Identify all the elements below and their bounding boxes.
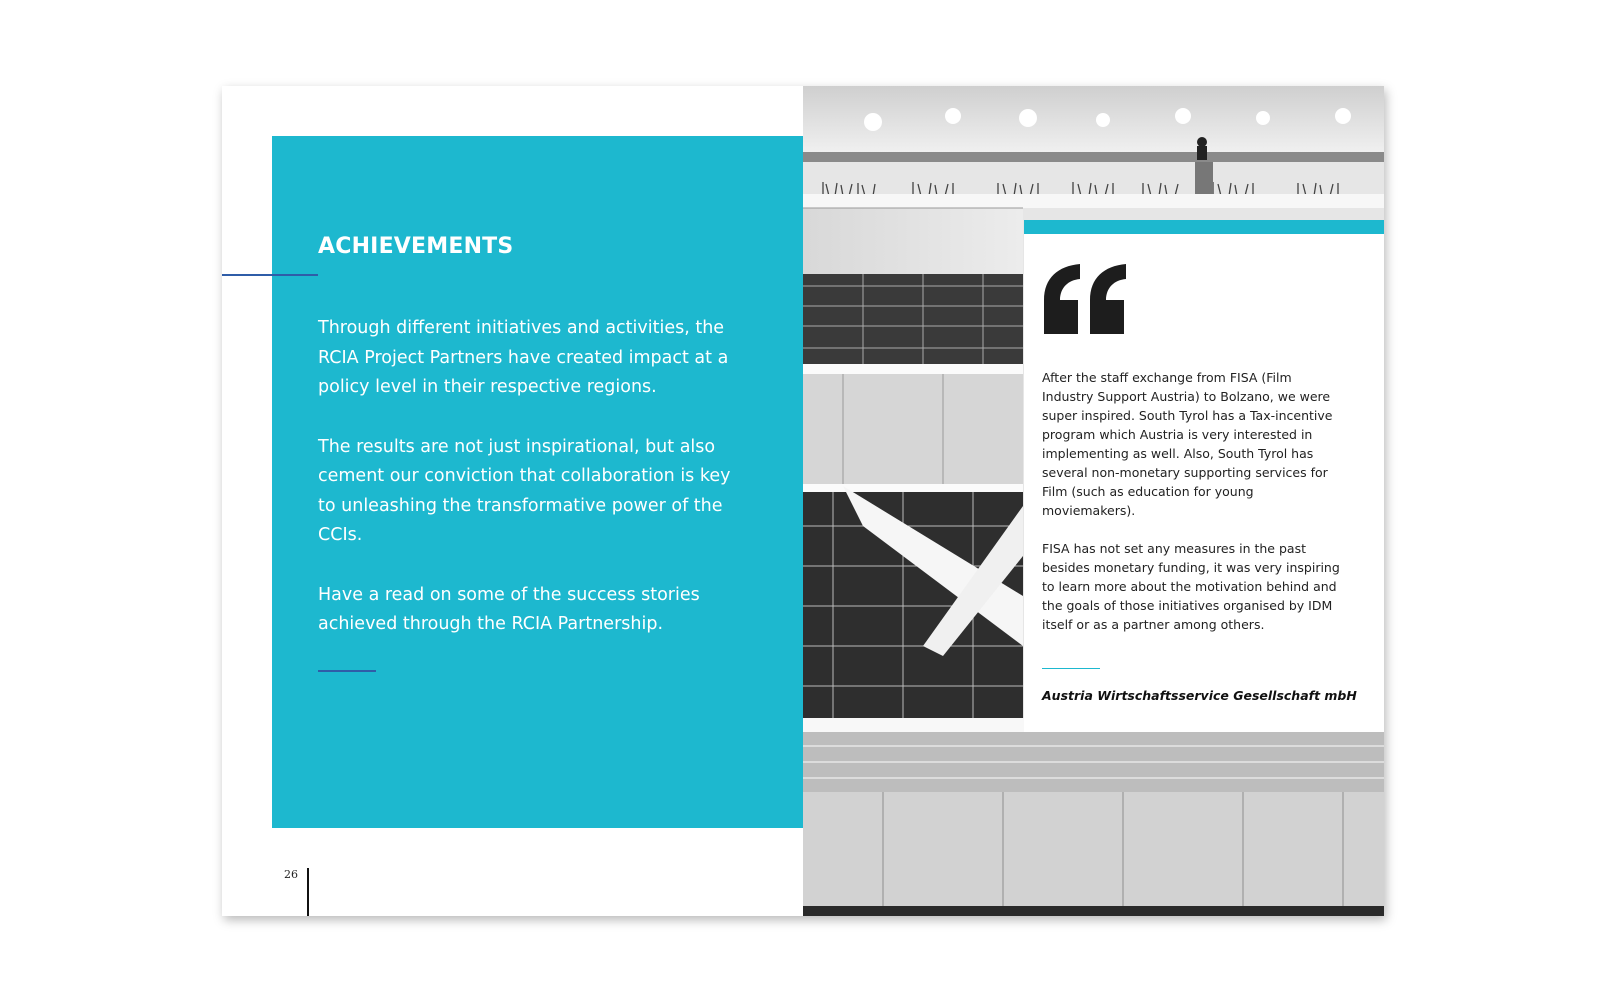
- body-paragraph: The results are not just inspirational, but also cement our conviction that collaboration is key to unleashing the transformative power of the CCIs.: [318, 436, 731, 545]
- page-number-rule: [307, 868, 309, 916]
- quote-divider: [1042, 668, 1100, 669]
- quote-mark-icon: [1042, 262, 1128, 340]
- quote-text: [1042, 368, 1342, 653]
- heading-accent-rule: [222, 274, 318, 276]
- section-end-rule: [318, 670, 376, 672]
- body-paragraph: Have a read on some of the success stories achieved through the RCIA Partnership.: [318, 584, 700, 634]
- left-page: [222, 86, 803, 916]
- page-number: 26: [284, 868, 298, 881]
- quote-paragraph: After the staff exchange from FISA (Film Industry Support Austria) to Bolzano, we were super inspired. South Tyrol has a Tax-incentive program which Austria is very interested in implementing as well. Also, South Tyrol has several non-monetary supporting services for Film (such as education for young moviemakers).: [1042, 370, 1333, 518]
- body-paragraph: Through different initiatives and activities, the RCIA Project Partners have created impact at a policy level in their respective regions.: [318, 318, 729, 397]
- quote-accent-bar: [1024, 220, 1384, 234]
- page-heading: ACHIEVEMENTS: [318, 234, 514, 259]
- body-text: [318, 314, 738, 670]
- quote-card: [1024, 234, 1384, 732]
- atrium-photo: [803, 86, 1384, 916]
- quote-author: Austria Wirtschaftsservice Gesellschaft mbH: [1042, 688, 1357, 703]
- quote-paragraph: FISA has not set any measures in the past besides monetary funding, it was very inspiring to learn more about the motivation behind and the goals of those initiatives organised by IDM itself or as a partner among others.: [1042, 541, 1340, 632]
- brochure-spread: [222, 86, 1384, 916]
